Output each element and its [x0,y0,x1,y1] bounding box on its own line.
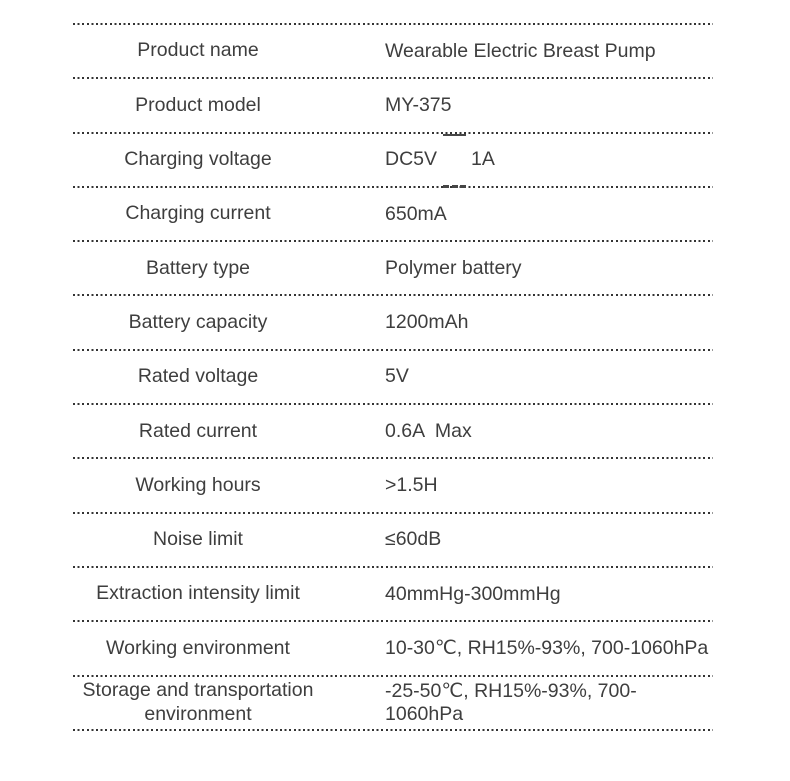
spec-label: Extraction intensity limit [96,582,300,605]
spec-label: Storage and transportation environment [82,679,314,725]
spec-label: Working hours [135,473,261,496]
spec-label: Battery capacity [128,310,268,333]
dotted-separator [73,729,713,731]
spec-value: 5V [385,365,409,388]
spec-value: 40mmHg-300mmHg [385,582,561,605]
product-spec-table [73,23,713,731]
spec-label: Battery type [145,256,251,279]
spec-label: Rated voltage [137,365,259,388]
spec-value: Wearable Electric Breast Pump [385,39,656,62]
dc-solid-line [443,134,466,136]
spec-row [73,25,713,77]
spec-value: 0.6A Max [385,419,472,442]
spec-row [73,459,713,511]
spec-label: Working environment [106,636,290,659]
spec-value: Polymer battery [385,256,522,279]
dc-dashed-line [443,185,466,187]
spec-value-suffix: 1A [471,148,495,171]
spec-value-prefix: DC5V [385,148,438,171]
spec-label: Product model [135,93,261,116]
spec-value: 650mA [385,202,447,225]
spec-row [73,242,713,294]
spec-row [73,296,713,348]
spec-value: ≤60dB [385,528,442,551]
spec-row [73,622,713,674]
spec-row [73,351,713,403]
spec-label: Product name [137,39,259,62]
spec-label: Charging current [125,202,271,225]
spec-value: 1200mAh [385,311,469,334]
spec-row [73,405,713,457]
spec-value: 10-30℃, RH15%-93%, 700-1060hPa [385,637,709,660]
spec-row [73,514,713,566]
spec-value: -25-50℃, RH15%-93%, 700-1060hPa [385,680,637,726]
spec-label: Charging voltage [124,148,272,171]
spec-label: Rated current [138,419,258,442]
direct-current-icon [443,88,466,234]
spec-value: MY-375 [385,93,452,116]
spec-value: >1.5H [385,474,438,497]
spec-row [73,134,713,186]
spec-row [73,677,713,729]
spec-row [73,568,713,620]
spec-label: Noise limit [153,528,243,551]
